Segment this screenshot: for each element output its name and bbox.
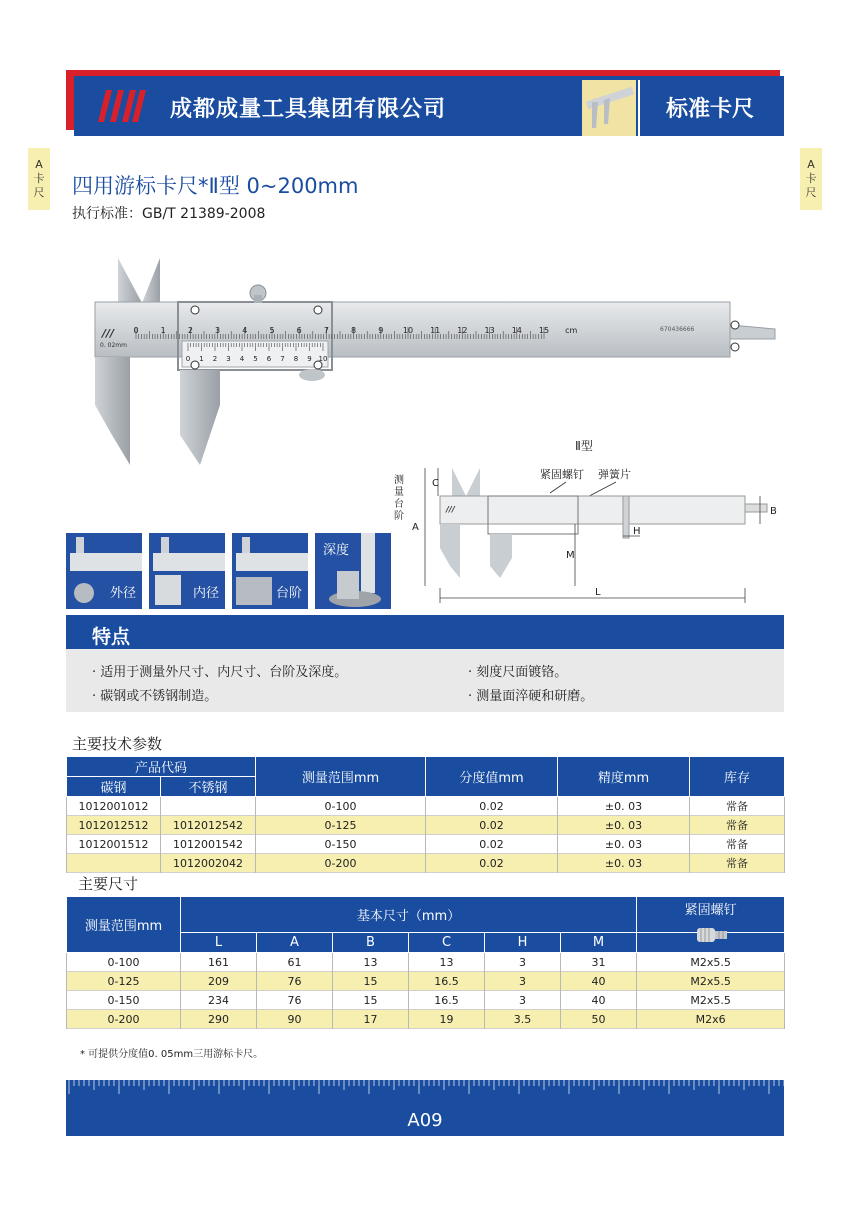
main-scale-label: 6 <box>296 326 302 335</box>
svg-text:///: /// <box>446 505 455 514</box>
th-col-A: A <box>257 933 333 953</box>
feature-item: · 测量面淬硬和研磨。 <box>468 689 594 704</box>
dimensions-cell: 15 <box>333 991 409 1010</box>
tech-params-cell <box>67 854 161 873</box>
th-col-L: L <box>181 933 257 953</box>
dimensions-row <box>67 991 785 1010</box>
dimensions-cell: 290 <box>181 1010 257 1029</box>
dimensions-cell: M2x5.5 <box>637 991 785 1010</box>
feature-item: · 碳钢或不锈钢制造。 <box>92 689 218 704</box>
tech-params-cell: 0.02 <box>426 797 558 816</box>
main-scale-label: 7 <box>323 326 329 335</box>
vernier-scale-label: 4 <box>239 355 245 363</box>
vernier-scale-label: 0 <box>185 355 191 363</box>
dimensions-cell: 13 <box>333 953 409 972</box>
main-scale-label: cm <box>565 326 578 335</box>
tech-params-cell: 0-150 <box>256 835 426 854</box>
side-tab-left-label: A 卡 尺 <box>33 158 45 199</box>
dimensions-cell: 40 <box>561 991 637 1010</box>
screw-icon <box>637 933 785 953</box>
main-scale-label: 5 <box>269 326 275 335</box>
tech-params-row <box>67 835 785 854</box>
dim-label-C: C <box>432 478 439 489</box>
dimensions-cell: 31 <box>561 953 637 972</box>
th-dim-range: 测量范围mm <box>67 897 181 953</box>
th-resolution: 分度值mm <box>426 757 558 797</box>
vernier-scale-label: 2 <box>212 355 218 363</box>
features-bar <box>66 615 784 649</box>
vernier-scale-label: 10 <box>318 355 328 363</box>
tech-params-cell: 0-200 <box>256 854 426 873</box>
dimensions-title: 主要尺寸 <box>78 875 139 893</box>
dimensions-cell: 13 <box>409 953 485 972</box>
thumbnail-label-step: 台阶 <box>275 586 302 601</box>
vernier-scale-label: 8 <box>293 355 299 363</box>
main-scale-label: 3 <box>215 326 221 335</box>
dimensions-cell: 40 <box>561 972 637 991</box>
dimensions-row <box>67 1010 785 1029</box>
tech-params-cell: 1012002042 <box>161 854 256 873</box>
th-range: 测量范围mm <box>256 757 426 797</box>
dimensions-cell: 209 <box>181 972 257 991</box>
page-number: A09 <box>407 1110 443 1131</box>
dimensions-cell: 19 <box>409 1010 485 1029</box>
tech-params-cell: 0-100 <box>256 797 426 816</box>
dimensions-cell: M2x6 <box>637 1010 785 1029</box>
diagram-type-label: Ⅱ型 <box>575 439 593 453</box>
vernier-scale-label: 9 <box>307 355 312 363</box>
dimensions-cell: 90 <box>257 1010 333 1029</box>
tech-params-cell: 1012001012 <box>67 797 161 816</box>
dimensions-cell: 0-200 <box>67 1010 181 1029</box>
company-logo-icon <box>98 86 150 126</box>
tech-params-cell: 1012001512 <box>67 835 161 854</box>
dimensions-cell: 161 <box>181 953 257 972</box>
dim-label-M: M <box>566 550 575 561</box>
dimensions-cell: 3 <box>485 991 561 1010</box>
tech-params-cell: ±0. 03 <box>558 797 690 816</box>
dimensions-row <box>67 972 785 991</box>
product-title: 四用游标卡尺*Ⅱ型 0~200mm <box>72 174 359 198</box>
main-scale-label: 13 <box>484 326 495 335</box>
dimensions-row <box>67 953 785 972</box>
th-accuracy: 精度mm <box>558 757 690 797</box>
side-tab-right <box>800 148 822 210</box>
category-title: 标准卡尺 <box>666 97 755 122</box>
dimensions-cell: 61 <box>257 953 333 972</box>
caliper-serial: 670436666 <box>660 326 695 333</box>
dimensions-cell: 76 <box>257 991 333 1010</box>
company-name: 成都成量工具集团有限公司 <box>170 97 447 122</box>
thumbnail-label-outer: 外径 <box>109 586 136 601</box>
dimensions-cell: 0-150 <box>67 991 181 1010</box>
thumbnail-label-depth: 深度 <box>323 543 350 558</box>
th-basic-size: 基本尺寸（mm） <box>181 897 637 933</box>
thumbnail-label-inner: 内径 <box>192 586 219 601</box>
dimensions-cell: 17 <box>333 1010 409 1029</box>
vernier-scale-label: 1 <box>199 355 204 363</box>
tech-params-cell: 常备 <box>690 835 785 854</box>
thumbnail-outer-diameter <box>66 533 142 609</box>
dimensions-cell: 234 <box>181 991 257 1010</box>
thumbnail-inner-diameter <box>149 533 225 609</box>
side-tab-left <box>28 148 50 210</box>
tech-params-cell: 1012001542 <box>161 835 256 854</box>
vernier-scale-label: 7 <box>280 355 285 363</box>
tech-params-cell: 0.02 <box>426 816 558 835</box>
main-scale-label: 2 <box>187 326 193 335</box>
dimension-diagram <box>380 438 790 608</box>
dimensions-cell: 76 <box>257 972 333 991</box>
svg-text:///: /// <box>102 327 115 340</box>
tech-params-cell: 1012012542 <box>161 816 256 835</box>
dimensions-cell: 16.5 <box>409 972 485 991</box>
main-scale-label: 1 <box>160 326 166 335</box>
th-stock: 库存 <box>690 757 785 797</box>
dimensions-table <box>66 896 785 1029</box>
diagram-step-label: 测量台阶 <box>394 475 404 522</box>
main-scale-label: 14 <box>511 326 522 335</box>
dimensions-cell: M2x5.5 <box>637 953 785 972</box>
th-screw-label: 紧固螺钉 <box>684 903 737 918</box>
tech-params-cell: ±0. 03 <box>558 854 690 873</box>
dim-label-L: L <box>595 587 601 598</box>
header-divider <box>638 80 640 136</box>
dimensions-cell: 50 <box>561 1010 637 1029</box>
feature-item: · 刻度尺面镀铬。 <box>468 665 568 680</box>
main-scale-label: 11 <box>430 326 441 335</box>
main-scale-label: 9 <box>378 326 384 335</box>
dimensions-cell: M2x5.5 <box>637 972 785 991</box>
tech-params-cell: 0-125 <box>256 816 426 835</box>
tech-params-cell: 常备 <box>690 854 785 873</box>
dim-label-H: H <box>633 526 641 537</box>
tech-params-cell: 0.02 <box>426 835 558 854</box>
vernier-scale-label: 3 <box>226 355 231 363</box>
th-col-C: C <box>409 933 485 953</box>
main-scale-label: 0 <box>133 326 139 335</box>
main-scale-label: 15 <box>538 326 550 335</box>
dimensions-cell: 16.5 <box>409 991 485 1010</box>
vernier-scale-label: 6 <box>266 355 272 363</box>
dimensions-cell: 3 <box>485 972 561 991</box>
caliper-resolution-mark: 0. 02mm <box>100 342 127 349</box>
dimensions-cell: 0-100 <box>67 953 181 972</box>
tech-params-table <box>66 756 785 873</box>
header-red-edge <box>66 70 74 130</box>
dimensions-cell: 0-125 <box>67 972 181 991</box>
dimensions-cell: 15 <box>333 972 409 991</box>
tech-params-row <box>67 816 785 835</box>
th-carbon: 碳钢 <box>67 777 161 797</box>
dimensions-cell: 3 <box>485 953 561 972</box>
feature-item: · 适用于测量外尺寸、内尺寸、台阶及深度。 <box>92 665 348 680</box>
tech-params-cell: ±0. 03 <box>558 816 690 835</box>
tech-params-cell: 常备 <box>690 797 785 816</box>
side-tab-right-label: A 卡 尺 <box>805 158 817 199</box>
tech-params-cell: 1012012512 <box>67 816 161 835</box>
diagram-screw-label: 紧固螺钉 <box>540 468 584 481</box>
dim-label-B: B <box>770 506 777 517</box>
tech-params-cell <box>161 797 256 816</box>
th-col-B: B <box>333 933 409 953</box>
thumbnail-depth <box>315 533 391 609</box>
tech-params-cell: ±0. 03 <box>558 835 690 854</box>
diagram-spring-label: 弹簧片 <box>598 468 631 481</box>
main-scale-label: 8 <box>351 326 357 335</box>
tech-params-row <box>67 854 785 873</box>
tech-params-title: 主要技术参数 <box>72 735 163 753</box>
product-standard: 执行标准：GB/T 21389-2008 <box>72 206 266 222</box>
thumbnail-step <box>232 533 308 609</box>
features-title: 特点 <box>92 626 131 648</box>
main-scale-label: 12 <box>457 326 468 335</box>
th-product-code: 产品代码 <box>67 757 256 777</box>
th-col-H: H <box>485 933 561 953</box>
tech-params-row <box>67 797 785 816</box>
dimensions-cell: 3.5 <box>485 1010 561 1029</box>
dim-label-A: A <box>412 522 419 533</box>
header-product-photo <box>582 80 636 136</box>
tech-params-cell: 0.02 <box>426 854 558 873</box>
main-scale-label: 4 <box>242 326 248 335</box>
footnote: * 可提供分度值0. 05mm三用游标卡尺。 <box>80 1049 264 1060</box>
th-col-M: M <box>561 933 637 953</box>
main-scale-label: 10 <box>402 326 414 335</box>
th-stainless: 不锈钢 <box>161 777 256 797</box>
tech-params-cell: 常备 <box>690 816 785 835</box>
vernier-scale-label: 5 <box>253 355 258 363</box>
